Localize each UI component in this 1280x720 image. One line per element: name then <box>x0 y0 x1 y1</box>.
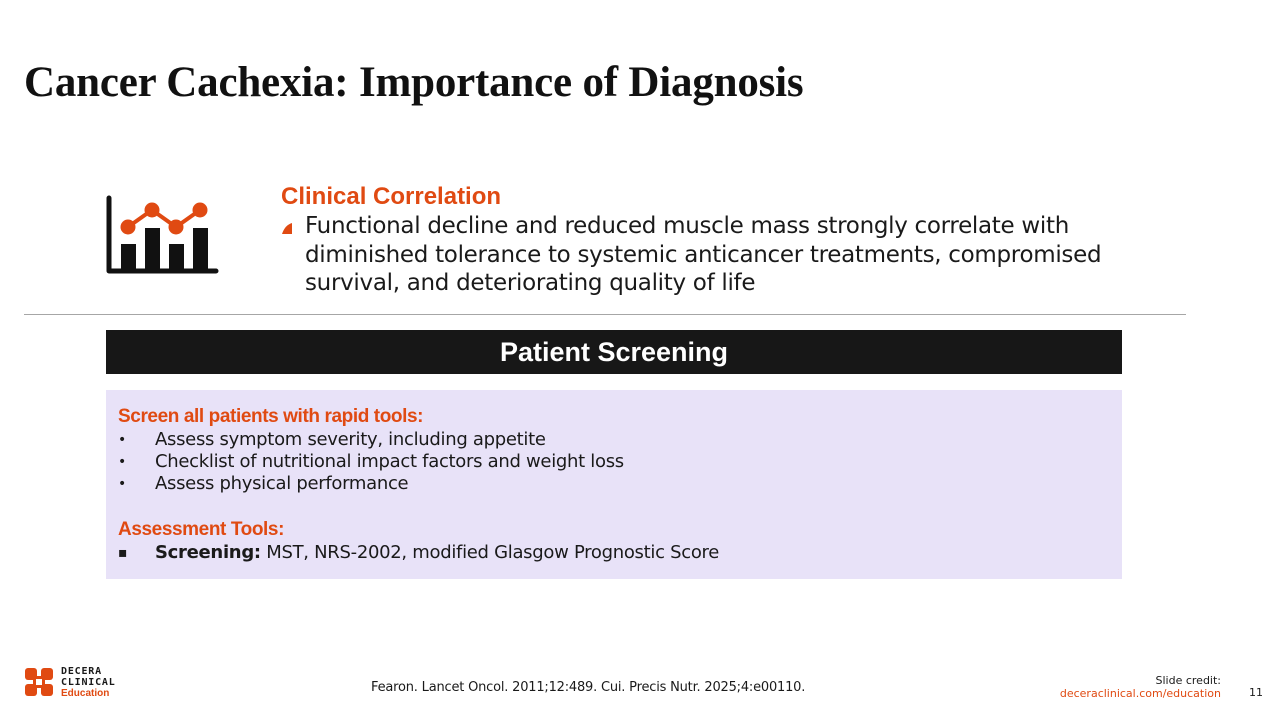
decera-logo-text <box>61 666 116 699</box>
bullet-dot-icon: • <box>118 476 126 492</box>
list-item <box>118 429 1110 451</box>
decera-logo-mark-icon <box>24 667 54 697</box>
assessment-tools-list <box>118 542 1110 564</box>
section-divider <box>24 314 1186 315</box>
screening-tools-text: MST, NRS-2002, modified Glasgow Prognostic Score <box>260 542 720 563</box>
slide-credit-link[interactable]: deceraclinical.com/education <box>1059 687 1221 700</box>
bullet-icon <box>281 221 293 235</box>
bullet-square-icon: ▪ <box>118 545 128 561</box>
assessment-tools-heading: Assessment Tools: <box>118 519 285 540</box>
list-item-text: Assess physical performance <box>155 473 409 494</box>
page-number: 11 <box>1249 686 1263 699</box>
logo-line-1: DECERA <box>61 666 102 677</box>
bullet-dot-icon: • <box>118 454 126 470</box>
clinical-correlation-heading: Clinical Correlation <box>281 183 502 210</box>
slide-credit <box>1060 674 1221 700</box>
bullet-dot-icon: • <box>118 432 126 448</box>
logo-line-3: Education <box>61 688 110 699</box>
line-bar-chart-icon <box>104 194 220 278</box>
list-item-text: Checklist of nutritional impact factors and weight loss <box>155 451 624 472</box>
patient-screening-header: Patient Screening <box>106 330 1122 374</box>
rapid-tools-heading: Screen all patients with rapid tools: <box>118 406 424 427</box>
screening-label: Screening: <box>155 542 261 563</box>
list-item <box>118 451 1110 473</box>
decera-logo <box>24 666 134 698</box>
list-item <box>118 473 1110 495</box>
logo-line-2: CLINICAL <box>61 677 116 688</box>
clinical-correlation-text: Functional decline and reduced muscle mass strongly correlate with diminished tolerance to systemic anticancer treatments, compromised survival, and deteriorating quality of life <box>305 213 1102 296</box>
rapid-tools-list <box>118 429 1110 495</box>
slide-title: Cancer Cachexia: Importance of Diagnosis <box>24 59 804 106</box>
slide-credit-label: Slide credit: <box>1155 674 1221 687</box>
reference-citation: Fearon. Lancet Oncol. 2011;12:489. Cui. Precis Nutr. 2025;4:e00110. <box>371 680 806 695</box>
list-item-text: Assess symptom severity, including appetite <box>155 429 546 450</box>
screening-panel <box>106 390 1122 579</box>
list-item <box>118 542 1110 564</box>
